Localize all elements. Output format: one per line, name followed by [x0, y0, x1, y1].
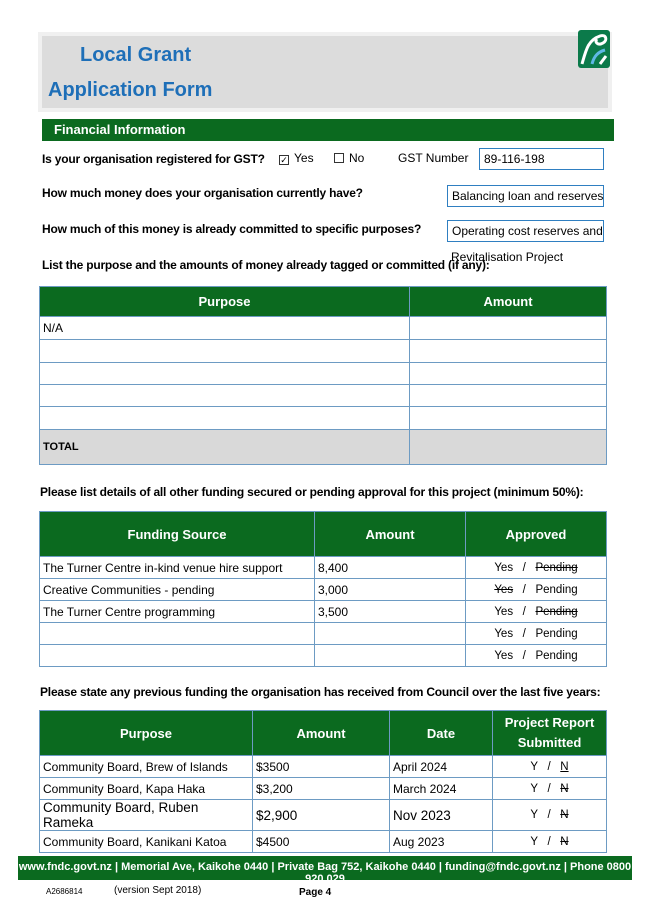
previous-purpose-cell[interactable]: Community Board, Ruben Rameka [40, 800, 253, 831]
previous-purpose-cell[interactable]: Community Board, Kapa Haka [40, 778, 253, 800]
funding-amount-cell[interactable] [315, 623, 466, 645]
tagged-amount-cell[interactable] [410, 407, 607, 430]
table-row [40, 831, 607, 853]
footer-contact: www.fndc.govt.nz | Memorial Ave, Kaikohe 0440 | Private Bag 752, Kaikohe 0440 | funding@fndc.govt.nz | Phone 0800 920 029 [18, 856, 632, 880]
table-row [40, 778, 607, 800]
tagged-purpose-cell[interactable] [40, 363, 410, 385]
previous-amount-cell[interactable]: $4500 [253, 831, 390, 853]
previous-amount-cell[interactable]: $2,900 [253, 800, 390, 831]
gst-no-checkbox[interactable] [334, 153, 344, 163]
form-title-line1: Local Grant [80, 44, 192, 66]
funding-approved-cell[interactable]: Yes / Pending [466, 557, 607, 579]
page-number: Page 4 [299, 887, 332, 898]
tagged-amount-cell[interactable] [410, 363, 607, 385]
funding-question: Please list details of all other funding secured or pending approval for this project (minimum 50%): [40, 485, 584, 499]
tagged-purpose-cell[interactable] [40, 385, 410, 407]
previous-header-date: Date [390, 711, 493, 756]
table-row [40, 601, 607, 623]
gst-number-label: GST Number [398, 151, 469, 165]
table-row [40, 557, 607, 579]
total-label: TOTAL [40, 430, 410, 465]
tagged-header-amount: Amount [410, 287, 607, 317]
funding-source-cell[interactable] [40, 645, 315, 667]
previous-date-cell[interactable]: March 2024 [390, 778, 493, 800]
previous-date-cell[interactable]: Aug 2023 [390, 831, 493, 853]
previous-amount-cell[interactable]: $3500 [253, 756, 390, 778]
previous-report-cell[interactable]: Y / N [493, 831, 607, 853]
tagged-amount-cell[interactable] [410, 385, 607, 407]
table-row [40, 317, 607, 340]
tagged-purpose-cell[interactable] [40, 340, 410, 363]
funding-header-approved: Approved [466, 512, 607, 557]
previous-date-cell[interactable]: April 2024 [390, 756, 493, 778]
previous-table [39, 710, 607, 853]
previous-question: Please state any previous funding the organisation has received from Council over the last five years: [40, 685, 601, 699]
table-row [40, 623, 607, 645]
committed-answer-line2: Revitalisation Project [451, 250, 564, 264]
section-title: Financial Information [42, 119, 614, 141]
table-row [40, 645, 607, 667]
total-amount-cell[interactable] [410, 430, 607, 465]
committed-question: How much of this money is already committed to specific purposes? [42, 222, 422, 236]
funding-amount-cell[interactable]: 8,400 [315, 557, 466, 579]
committed-answer-field[interactable]: Operating cost reserves and [447, 220, 604, 242]
money-question: How much money does your organisation currently have? [42, 186, 363, 200]
tagged-table [39, 286, 607, 465]
tagged-amount-cell[interactable] [410, 317, 607, 340]
tagged-purpose-cell[interactable]: N/A [40, 317, 410, 340]
funding-amount-cell[interactable]: 3,500 [315, 601, 466, 623]
form-title-line2: Application Form [48, 79, 213, 101]
gst-yes-checkbox[interactable]: ✓ [280, 155, 288, 165]
funding-amount-cell[interactable] [315, 645, 466, 667]
table-row [40, 363, 607, 385]
gst-number-field[interactable]: 89-116-198 [479, 148, 604, 170]
previous-header-amount: Amount [253, 711, 390, 756]
table-row [40, 407, 607, 430]
document-id: A2686814 [46, 887, 83, 896]
funding-approved-cell[interactable]: Yes / Pending [466, 601, 607, 623]
gst-no-option[interactable] [334, 151, 364, 165]
total-row [40, 430, 607, 465]
funding-source-cell[interactable] [40, 623, 315, 645]
funding-amount-cell[interactable]: 3,000 [315, 579, 466, 601]
council-logo-icon [578, 30, 610, 68]
funding-table [39, 511, 607, 667]
table-row [40, 579, 607, 601]
funding-approved-cell[interactable]: Yes / Pending [466, 645, 607, 667]
previous-report-cell[interactable]: Y / N [493, 756, 607, 778]
funding-header-source: Funding Source [40, 512, 315, 557]
gst-question: Is your organisation registered for GST? [42, 152, 265, 166]
tagged-question: List the purpose and the amounts of money already tagged or committed (if any): [42, 258, 490, 272]
previous-report-cell[interactable]: Y / N [493, 778, 607, 800]
previous-report-cell[interactable]: Y / N [493, 800, 607, 831]
funding-source-cell[interactable]: The Turner Centre programming [40, 601, 315, 623]
funding-approved-cell[interactable]: Yes / Pending [466, 579, 607, 601]
table-row [40, 340, 607, 363]
gst-yes-option[interactable] [279, 151, 314, 165]
funding-header-amount: Amount [315, 512, 466, 557]
tagged-amount-cell[interactable] [410, 340, 607, 363]
previous-purpose-cell[interactable]: Community Board, Kanikani Katoa [40, 831, 253, 853]
table-row [40, 756, 607, 778]
form-version: (version Sept 2018) [114, 885, 202, 896]
previous-header-purpose: Purpose [40, 711, 253, 756]
money-answer-field[interactable]: Balancing loan and reserves [447, 185, 604, 207]
funding-approved-cell[interactable]: Yes / Pending [466, 623, 607, 645]
table-row [40, 800, 607, 831]
gst-yes-label: Yes [294, 151, 314, 165]
previous-header-report: Project Report Submitted [493, 711, 607, 756]
table-row [40, 385, 607, 407]
tagged-header-purpose: Purpose [40, 287, 410, 317]
funding-source-cell[interactable]: Creative Communities - pending [40, 579, 315, 601]
previous-purpose-cell[interactable]: Community Board, Brew of Islands [40, 756, 253, 778]
previous-date-cell[interactable]: Nov 2023 [390, 800, 493, 831]
previous-amount-cell[interactable]: $3,200 [253, 778, 390, 800]
funding-source-cell[interactable]: The Turner Centre in-kind venue hire support [40, 557, 315, 579]
tagged-purpose-cell[interactable] [40, 407, 410, 430]
gst-no-label: No [349, 151, 365, 165]
